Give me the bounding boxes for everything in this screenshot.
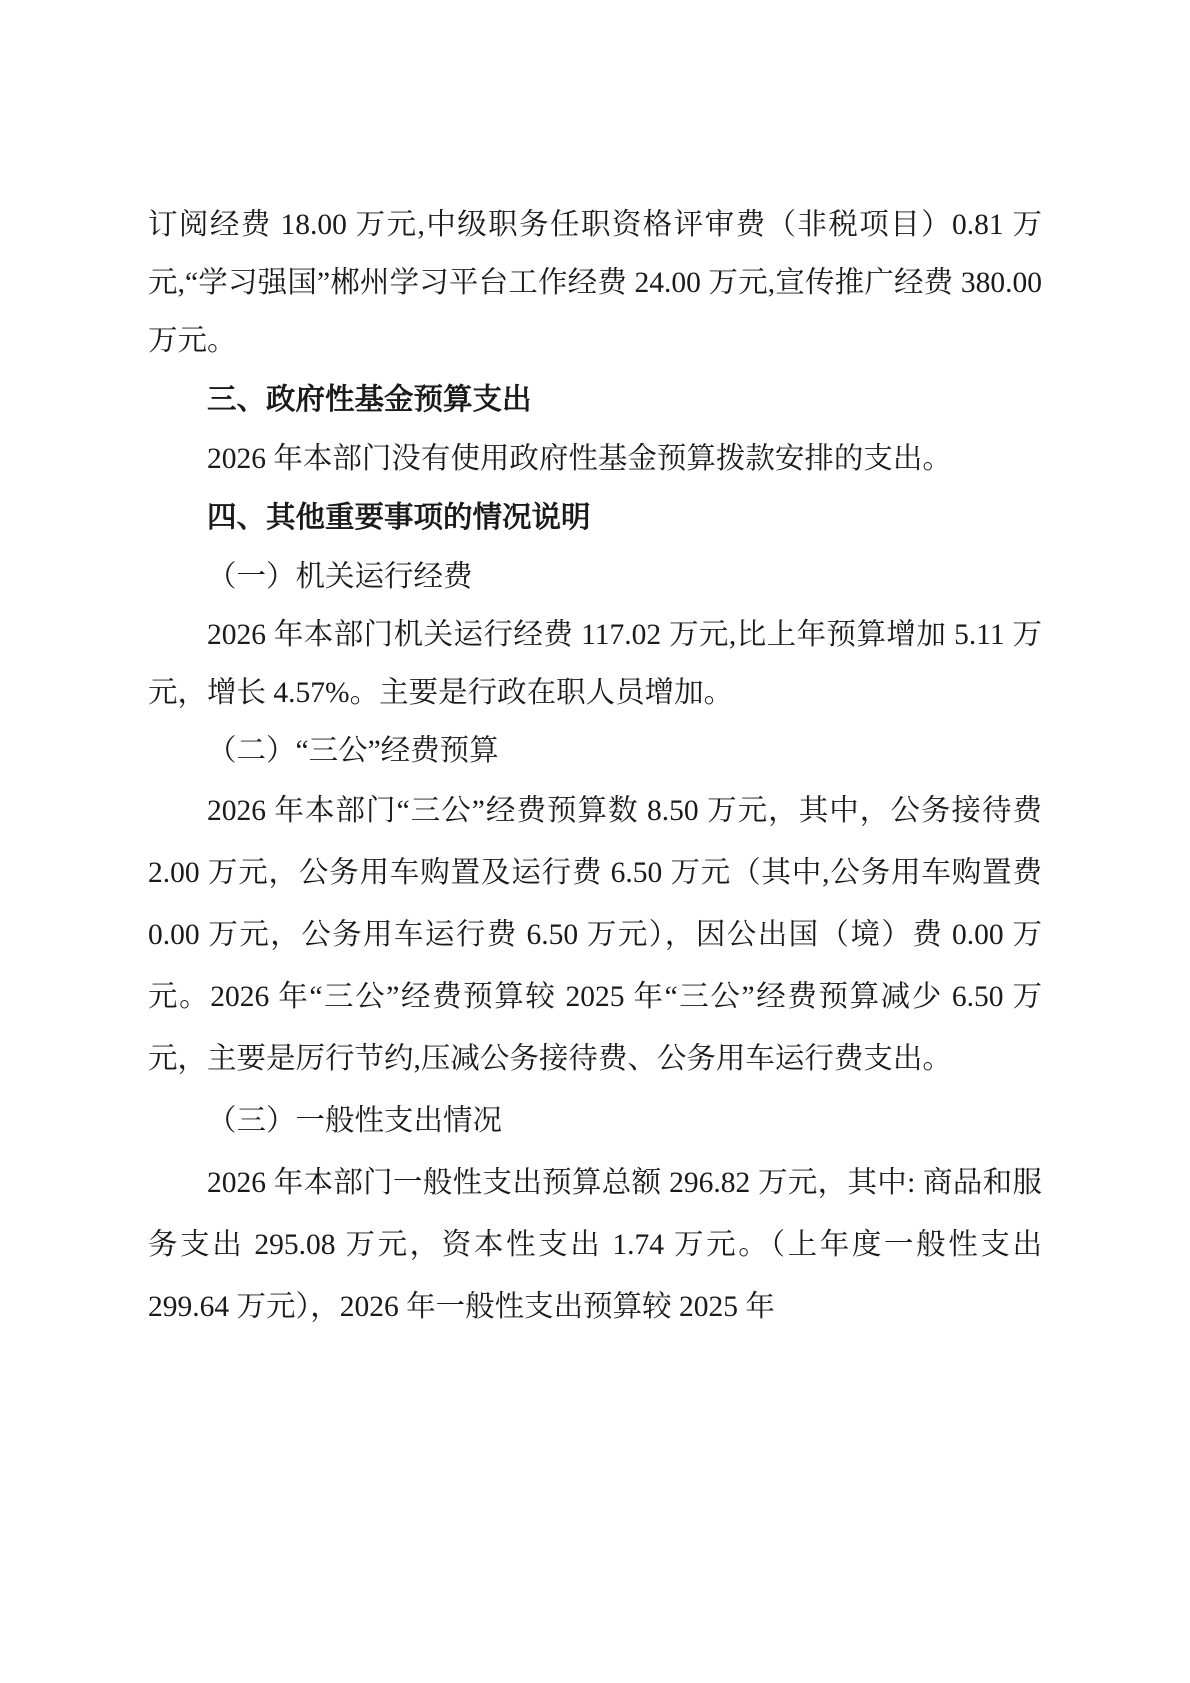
subsection-heading-four-one: （一）机关运行经费 xyxy=(207,561,473,593)
paragraph-four-two: 2026 年本部门“三公”经费预算数 8.50 万元，其中，公务接待费 2.00 万元，公务用车购置及运行费 6.50 万元（其中,公务用车购置费 0.00 万元，公务用车运行费 6.50 万元），因公出国（境）费 0.00 万元。2026 年“三公”经费预算较 2025 年“三公”经费预算减少 6.50 万元，主要是厉行节约,压减公务接待费、公务用车运行费支出。 xyxy=(148,795,1042,1075)
paragraph-four-one: 2026 年本部门机关运行经费 117.02 万元,比上年预算增加 5.11 万元，增长 4.57%。主要是行政在职人员增加。 xyxy=(148,619,1042,709)
paragraph-continued: 订阅经费 18.00 万元,中级职务任职资格评审费（非税项目）0.81 万元,“学习强国”郴州学习平台工作经费 24.00 万元,宣传推广经费 380.00 万元。 xyxy=(148,209,1042,357)
document-body xyxy=(148,196,1042,1338)
section-heading-three: 三、政府性基金预算支出 xyxy=(207,384,532,416)
paragraph-section-three: 2026 年本部门没有使用政府性基金预算拨款安排的支出。 xyxy=(207,443,952,475)
paragraph-four-three: 2026 年本部门一般性支出预算总额 296.82 万元，其中: 商品和服务支出 295.08 万元，资本性支出 1.74 万元。（上年度一般性支出 299.64 万元），2026 年一般性支出预算较 2025 年 xyxy=(148,1167,1042,1323)
subsection-heading-four-two: （二）“三公”经费预算 xyxy=(207,735,499,767)
subsection-heading-four-three: （三）一般性支出情况 xyxy=(207,1105,503,1137)
section-heading-four: 四、其他重要事项的情况说明 xyxy=(207,502,591,534)
